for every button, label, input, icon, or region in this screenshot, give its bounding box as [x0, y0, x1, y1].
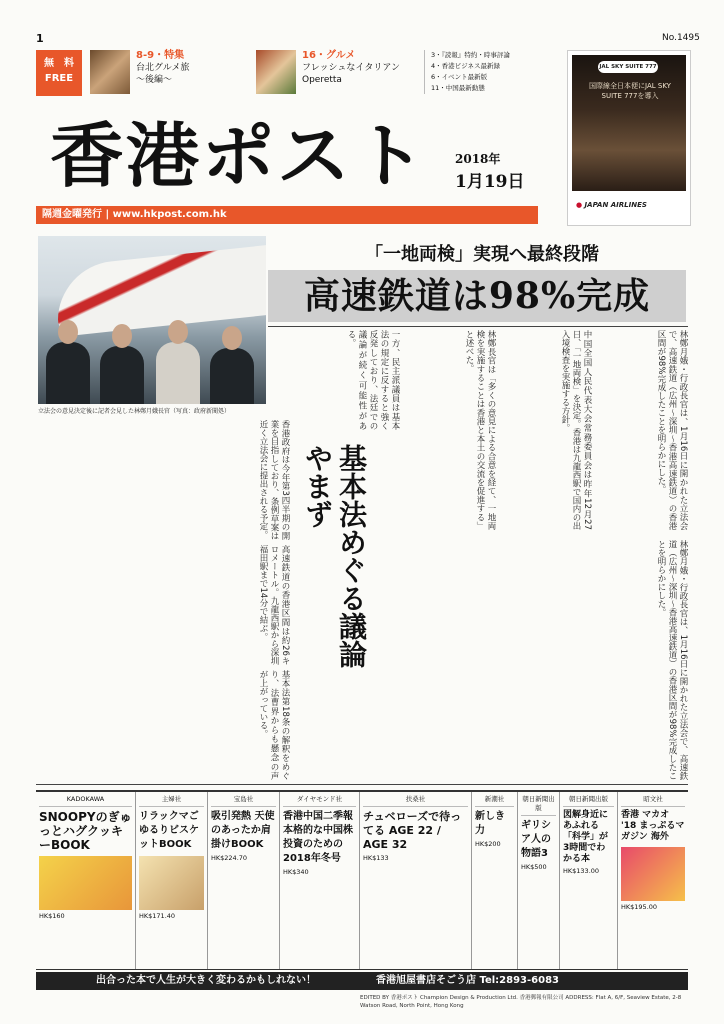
- book-title: SNOOPYのぎゅっとハグクッキーBOOK: [39, 810, 132, 852]
- article-headline: 高速鉄道は98%完成: [268, 270, 686, 322]
- book-price: HK$500: [521, 863, 547, 871]
- book-title: チュベローズで待ってる AGE 22 / AGE 32: [363, 810, 462, 851]
- table-of-contents: [424, 50, 536, 94]
- issue-number: No.1495: [662, 33, 700, 43]
- article-column: 林鄭月娥・行政長官は、1月16日に開かれた立法会で、高速鉄道（広州〜深圳〜香港高速鉄道）の香港区間が98%完成したことを明らかにした。: [656, 330, 688, 530]
- book-price: HK$133: [363, 854, 389, 862]
- free-badge-en: FREE: [44, 73, 74, 84]
- book-cover: [39, 856, 132, 910]
- book-title: 香港 マカオ '18 まっぷるマガジン 海外: [621, 810, 685, 842]
- article-column: 高速鉄道の香港区間は約26キロメートル。九龍西駅から深圳福田駅まで14分で結ぶ。: [258, 545, 290, 665]
- teaser-thumbnail: [90, 50, 130, 94]
- jal-ad-copy: 国際線全日本便にJAL SKY SUITE 777を導入: [589, 82, 671, 100]
- teaser-thumbnail: [256, 50, 296, 94]
- teaser-pages: 8-9・特集: [136, 50, 185, 61]
- issue-year: 2018年: [455, 152, 501, 166]
- book-title: 新しき力: [475, 811, 505, 836]
- imprint: EDITED BY 香港ポスト Champion Design & Production Ltd. 香港郵報有限公司 ADDRESS: Flat A, 6/F, Seaview Estate, 2-8 Watson Road, North Point, Hong Kong: [360, 995, 682, 1009]
- toc-item[interactable]: 3・『読報』特約・時事評論: [431, 51, 510, 59]
- teaser-line2: 〜後編〜: [136, 75, 173, 85]
- book-publisher: ダイヤモンド社: [283, 795, 356, 807]
- book-publisher: 扶桑社: [363, 795, 468, 807]
- book-title: ギリシア人の物語3: [521, 820, 551, 859]
- article-column: 一方、民主派議員は基本法の規定に反すると強く反発しており、法廷での議論が続く可能性がある。: [346, 330, 400, 430]
- teaser-line2: Operetta: [302, 75, 342, 85]
- book-title: 吸引発熱 天使のあったか肩掛けBOOK: [211, 811, 275, 850]
- book-ads-strip: [36, 790, 688, 970]
- crane-icon: ●: [576, 201, 583, 209]
- book-price: HK$133.00: [563, 867, 600, 875]
- page-number: 1: [36, 32, 44, 45]
- book-price: HK$340: [283, 868, 309, 876]
- free-badge-jp: 無 料: [44, 58, 74, 69]
- lead-photo: [38, 236, 266, 404]
- teaser-line1: 台北グルメ旅: [136, 63, 190, 73]
- article-column: 香港政府は今年第3四半期の開業を目指しており、条例草案は近く立法会に提出される予定。: [258, 420, 290, 540]
- book-publisher: 朝日新聞出版: [563, 795, 614, 807]
- bookstore-banner[interactable]: [36, 972, 688, 990]
- toc-item[interactable]: 4・香港ビジネス最新録: [431, 62, 500, 70]
- teaser-pages: 16・グルメ: [302, 50, 356, 61]
- book-price: HK$195.00: [621, 903, 658, 911]
- article-kicker: 「一地両検」実現へ最終段階: [365, 244, 599, 265]
- article-column: 基本法第18条の解釈をめぐり、法曹界からも懸念の声が上がっている。: [258, 670, 290, 780]
- book-publisher: 朝日新聞出版: [521, 795, 556, 816]
- book-publisher: 宝島社: [211, 795, 276, 807]
- teaser-line1: フレッシュなイタリアン: [302, 63, 401, 73]
- train-image: [58, 245, 266, 337]
- bookstore-contact: 香港旭屋書店そごう店 Tel:2893-6083: [376, 975, 559, 986]
- teaser-italian[interactable]: [256, 50, 420, 96]
- book-price: HK$171.40: [139, 912, 176, 920]
- jal-logo: ● JAPAN AIRLINES: [576, 201, 647, 209]
- book-publisher: 昭文社: [621, 795, 685, 807]
- book-ad[interactable]: [208, 792, 280, 969]
- toc-item[interactable]: 6・イベント最新版: [431, 73, 488, 81]
- book-ad[interactable]: [136, 792, 208, 969]
- divider: [36, 784, 688, 785]
- issue-date: [455, 150, 525, 192]
- book-ad[interactable]: [472, 792, 518, 969]
- book-ad[interactable]: [618, 792, 688, 969]
- divider: [268, 326, 688, 327]
- frequency-url-bar[interactable]: 隔週金曜発行 | www.hkpost.com.hk: [36, 206, 538, 224]
- book-price: HK$160: [39, 912, 65, 920]
- masthead-title: 香港ポスト: [50, 115, 428, 197]
- officials-image: [38, 334, 266, 404]
- book-publisher: 主婦社: [139, 795, 204, 807]
- book-title: 香港中国二季報 本格的な中国株投資のための2018年冬号: [283, 811, 353, 864]
- book-ad[interactable]: [360, 792, 472, 969]
- jal-suite-badge: JAL SKY SUITE 777: [598, 61, 658, 73]
- teaser-taipei[interactable]: [90, 50, 250, 96]
- article-column: 林鄭長官は「多くの意見による合意を経て、一地両検を実施することは香港と本土の交流を促進する」と述べた。: [464, 330, 496, 530]
- book-title: 図解身近にあふれる「科学」が3時間でわかる本: [563, 810, 609, 864]
- book-price: HK$200: [475, 840, 501, 848]
- jal-advertisement[interactable]: [567, 50, 691, 226]
- article-subhead: 基本法めぐる議論やまず: [301, 444, 368, 668]
- issue-monthday: 1月19日: [455, 172, 525, 192]
- book-title: リラックマごゆるりビスケットBOOK: [139, 811, 199, 850]
- article-column: 林鄭月娥・行政長官は、1月16日に開かれた立法会で、高速鉄道（広州〜深圳〜香港高速鉄道）の香港区間が98%完成したことを明らかにした。: [656, 540, 688, 780]
- photo-caption: 立法会の意見決定後に記者会見した林鄭月娥長官（写真：政府新聞処）: [38, 408, 231, 415]
- article-column: 中国全国人民代表大会常務委員会は昨年12月27日、「一地両検」を決定。香港は九龍西駅で国内の出入境検査を実施する方針。: [560, 330, 592, 530]
- book-publisher: KADOKAWA: [39, 795, 132, 807]
- book-publisher: 新潮社: [475, 795, 514, 807]
- toc-item[interactable]: 11・中国最新動態: [431, 84, 485, 92]
- bookstore-slogan: 出合った本で人生が大きく変わるかもしれない！: [96, 975, 316, 986]
- book-ad[interactable]: [560, 792, 618, 969]
- book-price: HK$224.70: [211, 854, 248, 862]
- book-ad[interactable]: [280, 792, 360, 969]
- cabin-photo: [572, 55, 686, 191]
- book-ad[interactable]: [518, 792, 560, 969]
- book-ad[interactable]: [36, 792, 136, 969]
- free-badge: [36, 50, 82, 96]
- book-cover: [139, 856, 204, 910]
- book-cover: [621, 847, 685, 901]
